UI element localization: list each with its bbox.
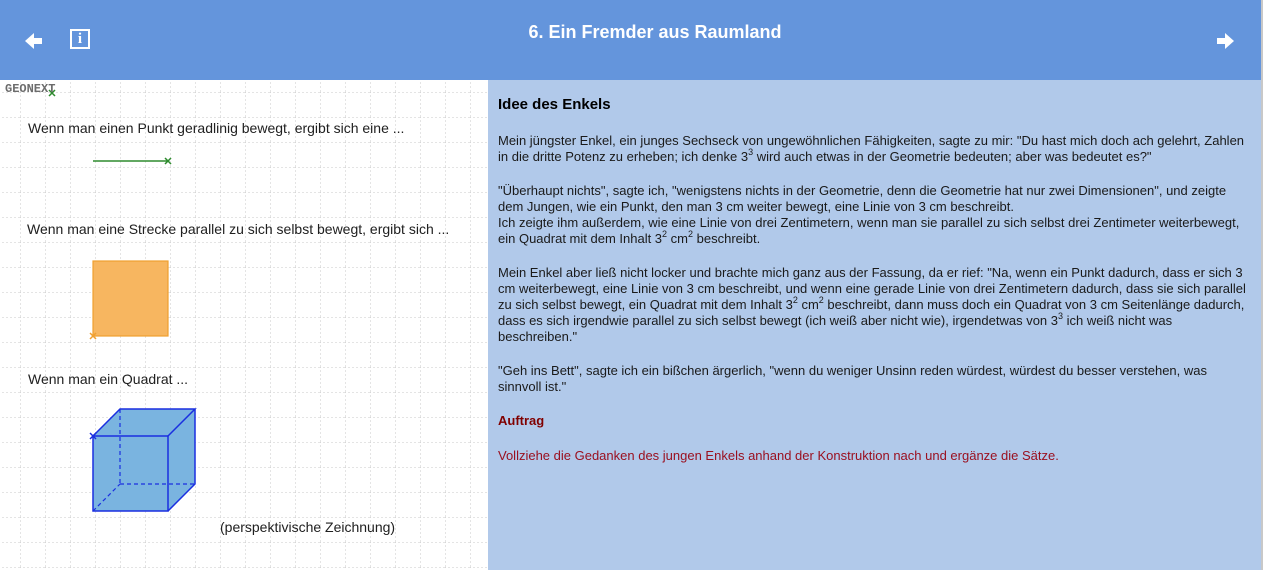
page-title: 6. Ein Fremder aus Raumland — [528, 22, 782, 42]
geonext-logo: GEONEXT — [5, 82, 56, 96]
geonext-construction[interactable] — [0, 80, 488, 570]
text-perspective: (perspektivische Zeichnung) — [220, 519, 396, 535]
text-segment: Wenn man eine Strecke parallel zu sich selbst bewegt, ergibt sich ... — [27, 221, 450, 237]
grid-background — [0, 80, 488, 570]
text-point: Wenn man einen Punkt geradlinig bewegt, ergibt sich eine ... — [28, 120, 405, 136]
info-icon: i — [77, 31, 83, 47]
cube-shape — [93, 409, 195, 511]
text-square: Wenn man ein Quadrat ... — [28, 371, 189, 387]
paragraph-2: "Überhaupt nichts", sagte ich, "wenigstens nichts in der Geometrie, denn die Geometrie hat nur zwei Dimensionen", und zeigte dem Jungen, wie ein Punkt, den man 3 cm weiter bewegt, eine Linie von 3 cm beschreibt. Ich zeigte ihm außerdem, wie eine Linie von drei Zentimetern, wenn man sie parallel zu sich selbst drei Zentimeter weiterbewegt, ein Quadrat mit dem Inhalt $3^2$ $cm^2$ beschreibt. — [498, 183, 1240, 246]
paragraph-4: "Geh ins Bett", sagte ich ein bißchen ärgerlich, "wenn du weniger Unsinn reden würdest, würdest du besser verstehen, was sinnvoll ist." — [498, 363, 1207, 394]
window-edge — [1261, 0, 1270, 570]
square-shape — [93, 261, 168, 336]
info-heading: Idee des Enkels — [498, 96, 611, 113]
paragraph-3: Mein Enkel aber ließ nicht locker und brachte mich ganz aus der Fassung, da er rief: "Na, wenn ein Punkt dadurch, dass er sich 3 cm weiterbewegt, eine Linie von 3 cm beschreibt, und wenn eine gerade Linie von drei Zentimetern dadurch, dass sie sich parallel zu sich selbst bewegt, ein Quadrat mit dem Inhalt $3^2$ $cm^2$ beschreibt, dann muss doch ein Quadrat von 3 cm Seitenlänge dadurch, dass es sich irgendwie parallel zu sich selbst bewegt (ich weiß aber nicht wie), irgendetwas von $3^3$ ich weiß nicht was beschreiben." — [498, 265, 1246, 344]
construction-canvas[interactable] — [0, 80, 488, 570]
task-text: Vollziehe die Gedanken des jungen Enkels anhand der Konstruktion nach und ergänze die Sätze. — [498, 448, 1059, 463]
header-bar — [0, 0, 1261, 80]
forward-button[interactable] — [1215, 31, 1235, 51]
arrow-right-icon — [1215, 31, 1235, 51]
paragraph-1: Mein jüngster Enkel, ein junges Sechseck von ungewöhnlichen Fähigkeiten, sagte zu mir: "Du hast mich doch ach gelehrt, Zahlen in die dritte Potenz zu erheben; ich denke $3^3$ wird auch etwas in der Geometrie bedeuten; aber was bedeutet es?" — [498, 133, 1245, 164]
task-heading: Auftrag — [498, 413, 545, 428]
info-panel — [488, 80, 1261, 570]
